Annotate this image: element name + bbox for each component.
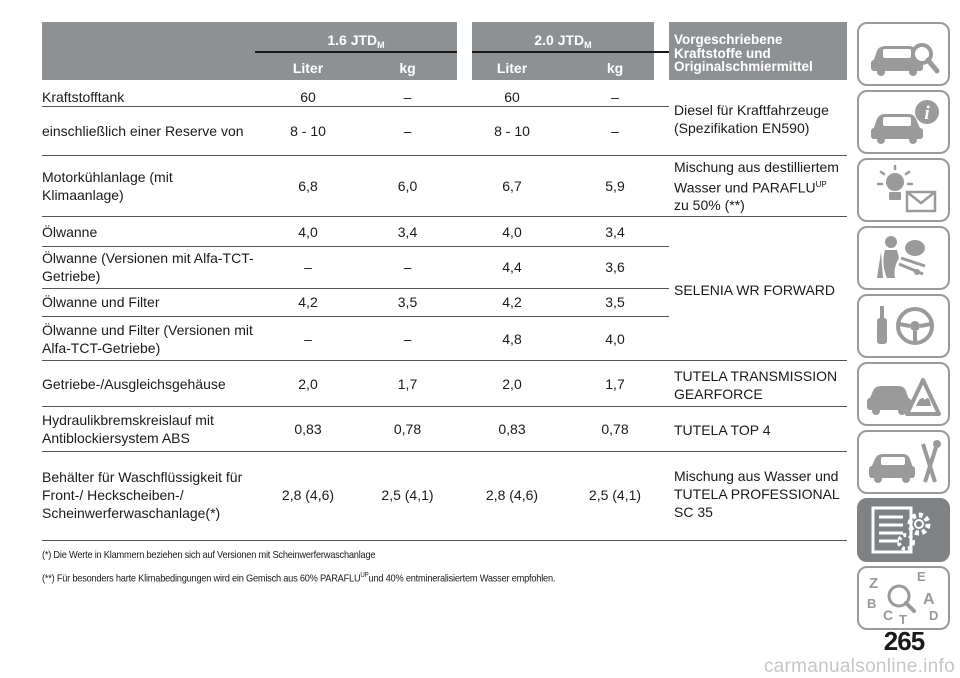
row-label: Ölwanne	[42, 224, 98, 240]
row-value: 0,78	[601, 421, 629, 437]
row-value: –	[611, 89, 619, 105]
engine-1-6-header: 1.6 $JTD_M$	[327, 32, 385, 50]
row-value: 3,6	[605, 259, 625, 275]
col-kg-1: kg	[399, 60, 416, 76]
row-label: einschließlich einer Reserve von	[42, 123, 244, 139]
svg-text:E: E	[917, 569, 926, 584]
col-kg-2: kg	[606, 60, 624, 76]
row-value: –	[403, 123, 412, 139]
page-number: 265	[883, 626, 925, 656]
row-value: 3,5	[605, 294, 625, 310]
row-value: 8 - 10	[494, 123, 530, 139]
spec-gear: TUTELA TRANSMISSION GEARFORCE	[674, 368, 838, 402]
row-value: 1,7	[605, 376, 625, 392]
row-value: –	[403, 89, 412, 105]
car-search-icon	[859, 24, 948, 84]
svg-text:T: T	[899, 612, 907, 627]
car-maintenance-icon	[859, 432, 948, 492]
row-value: 4,4	[502, 259, 522, 275]
row-value: 5,9	[605, 178, 625, 194]
technical-data-icon	[859, 500, 948, 560]
spec-brake: TUTELA TOP 4	[674, 422, 771, 438]
row-value: 60	[504, 89, 520, 105]
row-label: Behälter für Waschflüssigkeit für Front-/ Heckscheiben-/ Scheinwerferwaschanlage(*)	[42, 469, 243, 521]
row-value: 4,2	[298, 294, 318, 310]
row-value: 4,8	[502, 331, 522, 347]
row-value: 0,83	[294, 421, 322, 437]
row-value: –	[304, 331, 312, 347]
row-label: Ölwanne und Filter	[42, 294, 160, 310]
tab-car-search[interactable]	[857, 22, 950, 86]
row-value: 6,7	[502, 178, 522, 194]
row-value: –	[304, 259, 312, 275]
key-steering-wheel-icon	[859, 296, 948, 356]
tab-warning-lights[interactable]	[857, 158, 950, 222]
row-value: –	[611, 123, 619, 139]
tab-airbag-seat[interactable]	[857, 226, 950, 290]
row-label: Kraftstofftank	[42, 89, 125, 105]
row-label: Ölwanne (Versionen mit Alfa-TCT-Getriebe)	[42, 250, 254, 284]
row-value: 3,4	[397, 224, 418, 240]
row-value: 3,4	[605, 224, 625, 240]
spec-oil: SELENIA WR FORWARD	[674, 282, 836, 298]
svg-text:Z: Z	[869, 575, 879, 592]
car-info-icon	[859, 92, 948, 152]
spec-column-header: Vorgeschriebene Kraftstoffe und Originalschmiermittel	[674, 32, 813, 74]
row-value: 2,5 (4,1)	[381, 487, 434, 503]
spec-fuel: Diesel für Kraftfahrzeuge (Spezifikation EN590)	[674, 102, 829, 136]
col-liter-2: Liter	[496, 60, 528, 76]
svg-text:D: D	[929, 608, 939, 623]
row-value: 2,0	[298, 376, 318, 392]
row-value: 0,83	[498, 421, 526, 437]
row-value: 4,0	[502, 224, 522, 240]
spec-washer: Mischung aus Wasser und TUTELA PROFESSIONAL SC 35	[674, 468, 840, 520]
row-value: 2,0	[502, 376, 522, 392]
row-value: 2,8 (4,6)	[485, 487, 539, 503]
row-value: 0,78	[393, 421, 422, 437]
svg-text:B: B	[867, 596, 877, 611]
row-label: Hydraulikbremskreislauf mit Antiblockiersystem ABS	[42, 412, 214, 446]
tab-alphabetical-index[interactable]	[857, 566, 950, 630]
row-value: 6,8	[298, 178, 318, 194]
col-liter-1: Liter	[292, 60, 324, 76]
car-emergency-icon	[859, 364, 948, 424]
row-value: 1,7	[397, 376, 418, 392]
row-value: 4,0	[298, 224, 318, 240]
row-value: 2,8 (4,6)	[281, 487, 335, 503]
tab-technical-data[interactable]	[857, 498, 950, 562]
tab-car-emergency[interactable]	[857, 362, 950, 426]
row-value: 8 - 10	[290, 123, 326, 139]
row-value: 4,0	[605, 331, 625, 347]
spec-coolant: Mischung aus destilliertem Wasser und $PARAFLU^{UP}$ zu 50% (**)	[674, 158, 839, 214]
tab-key-steering-wheel[interactable]	[857, 294, 950, 358]
row-value: 3,5	[397, 294, 418, 310]
tab-car-maintenance[interactable]	[857, 430, 950, 494]
svg-text:C: C	[883, 607, 894, 623]
engine-2-0-header: 2.0 $JTD_M$	[534, 32, 592, 50]
tab-car-info[interactable]	[857, 90, 950, 154]
footnote-1: (*) Die Werte in Klammern beziehen sich auf Versionen mit Scheinwerferwaschanlage	[42, 549, 376, 561]
alphabetical-index-icon	[859, 568, 948, 628]
row-value: 4,2	[502, 294, 522, 310]
row-value: 60	[300, 89, 316, 105]
airbag-seat-icon	[859, 228, 948, 288]
row-value: –	[403, 331, 412, 347]
row-value: 6,0	[397, 178, 418, 194]
row-label: Ölwanne und Filter (Versionen mit Alfa-TCT-Getriebe)	[42, 322, 253, 356]
row-value: –	[403, 259, 412, 275]
row-label: Motorkühlanlage (mit Klimaanlage)	[42, 169, 173, 203]
row-label: Getriebe-/Ausgleichsgehäuse	[42, 376, 226, 392]
warning-lights-icon	[859, 160, 948, 220]
svg-text:A: A	[923, 591, 935, 608]
watermark: carmanualsonline.info	[763, 656, 955, 677]
svg-text:i: i	[924, 103, 930, 124]
row-value: 2,5 (4,1)	[588, 487, 642, 503]
footnote-2: (**) Für besonders harte Klimabedingungen wird ein Gemisch aus 60% $PARAFLU^{UP}und$ 40% entmineralisiertem Wasser empfohlen.	[42, 572, 556, 585]
